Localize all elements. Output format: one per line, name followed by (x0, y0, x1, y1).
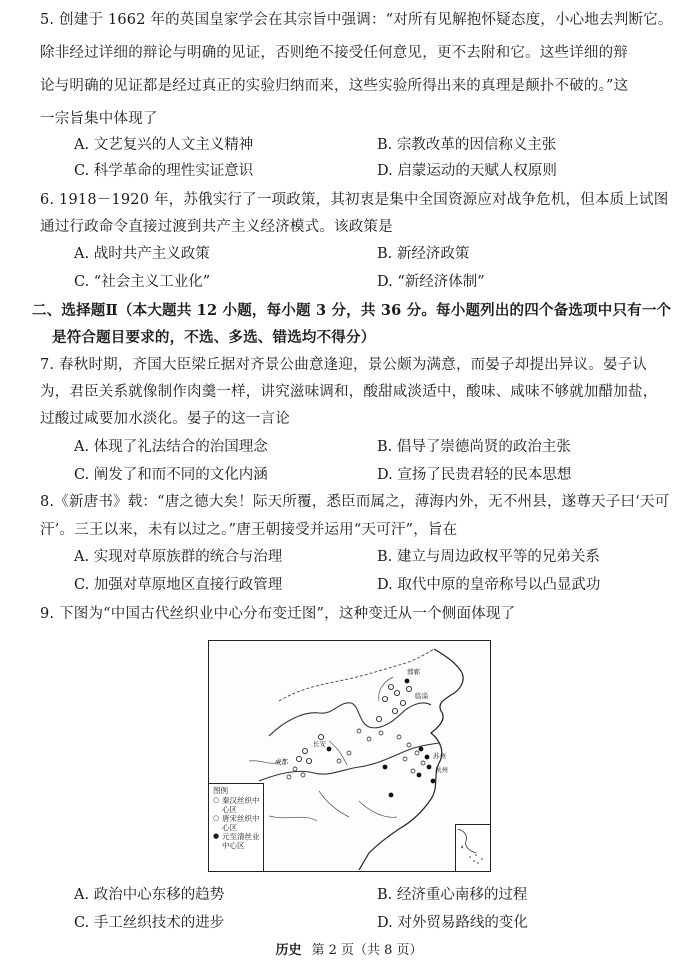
q5-option-a[interactable]: A. 文艺复兴的人文主义精神 (74, 137, 254, 153)
legend-label: 秦汉丝织中心区 (222, 796, 260, 814)
yuan-qing-center-marker (389, 793, 394, 798)
open-circle-icon: ○ (213, 796, 220, 804)
q7-stem-line-3: 过酸过咸要加水淡化。晏子的这一言论 (40, 411, 290, 427)
tang-song-center-marker (403, 757, 407, 761)
island-dot (477, 862, 479, 864)
qin-han-center-marker (296, 756, 301, 761)
q9-option-c[interactable]: C. 手工丝织技术的进步 (74, 915, 225, 931)
yuan-qing-center-marker (417, 773, 422, 778)
q7-option-b[interactable]: B. 倡导了崇德尚贤的政治主张 (377, 439, 571, 455)
tang-song-center-marker (301, 773, 305, 777)
tang-song-center-marker (293, 767, 297, 771)
q5-option-c[interactable]: C. 科学革命的理性实证意识 (74, 163, 254, 179)
map-label-linzi: 临淄 (415, 692, 428, 700)
legend-item-yuan-qing (213, 832, 261, 850)
island-dot (469, 856, 471, 858)
south-china-sea-inset (455, 824, 490, 871)
yuan-qing-center-marker (425, 755, 430, 760)
yellow-river (269, 703, 431, 736)
qin-han-centers (296, 684, 411, 763)
island-dot (481, 858, 483, 860)
island-dot (473, 860, 475, 862)
page-footer (0, 942, 698, 960)
qin-han-center-marker (302, 748, 307, 753)
tang-song-center-marker (287, 775, 291, 779)
tang-song-center-marker (397, 735, 401, 739)
qin-han-center-marker (394, 690, 399, 695)
q9-option-a[interactable]: A. 政治中心东移的趋势 (74, 887, 225, 903)
yuan-qing-center-marker (427, 765, 432, 770)
map-label-hangzhou: 杭州 (435, 766, 448, 774)
q7-stem-line-1: 7. 春秋时期，齐国大臣梁丘据对齐景公曲意逢迎，景公颇为满意，而晏子却提出异议。晏子认 (40, 357, 648, 373)
island-dot (475, 854, 477, 856)
q5-stem-line-2: 除非经过详细的辩论与明确的见证，否则绝不接受任何意见，更不去附和它。这些详细的辩 (40, 45, 628, 61)
inset-coastline (458, 829, 476, 853)
silk-industry-map (208, 640, 491, 872)
map-label-changan: 长安 (313, 740, 326, 748)
map-label-suzhou: 苏州 (433, 752, 446, 760)
map-label-chengdu: 成都 (275, 758, 288, 766)
q8-stem-line-1: 8.《新唐书》载：“唐之德大矣！际天所覆，悉臣而属之，薄海内外，无不州县，遂尊天子曰‘天可 (40, 494, 670, 510)
q8-option-c[interactable]: C. 加强对草原地区直接行政管理 (74, 577, 283, 593)
q7-option-a[interactable]: A. 体现了礼法结合的治国理念 (74, 439, 268, 455)
coastline (359, 649, 463, 870)
qin-han-center-marker (318, 734, 323, 739)
minor-river (359, 801, 397, 817)
tang-song-center-marker (367, 737, 371, 741)
q6-option-c[interactable]: C. “社会主义工业化” (74, 274, 211, 290)
tang-song-center-marker (337, 759, 341, 763)
inset-island (461, 845, 463, 848)
q7-stem-line-2: 为，君臣关系就像制作肉羹一样，讲究滋味调和，酸甜咸淡适中，酸味、咸味不够就加醋加盐， (40, 384, 658, 400)
tang-song-center-marker (421, 761, 425, 765)
q5-stem-line-4: 一宗旨集中体现了 (40, 111, 158, 127)
legend-label: 元至清丝业中心区 (222, 832, 260, 850)
tang-song-center-marker (347, 751, 351, 755)
qin-han-center-marker (382, 696, 387, 701)
yuan-qing-center-marker (419, 747, 424, 752)
q7-option-d[interactable]: D. 宣扬了民贵君轻的民本思想 (377, 467, 572, 483)
q8-stem-line-2: 汗’。三王以来，未有以过之。”唐王朝接受并运用“天可汗”，旨在 (40, 522, 458, 538)
q6-stem-line-1: 6. 1918－1920 年，苏俄实行了一项政策，其初衷是集中全国资源应对战争危机，但本质上试图 (40, 192, 669, 208)
qin-han-center-marker (306, 758, 311, 763)
yuan-qing-center-marker (431, 779, 436, 784)
map-legend (209, 783, 264, 871)
yuan-qing-center-marker (405, 679, 410, 684)
q5-option-b[interactable]: B. 宗教改革的因信称义主张 (377, 137, 557, 153)
qin-han-center-marker (406, 686, 411, 691)
q9-option-b[interactable]: B. 经济重心南移的过程 (377, 887, 528, 903)
q8-option-a[interactable]: A. 实现对草原族群的统合与治理 (74, 549, 283, 565)
q6-stem-line-2: 通过行政命令直接过渡到共产主义经济模式。该政策是 (40, 219, 393, 235)
tang-song-center-marker (357, 729, 361, 733)
map-label-handan: 邯郸 (407, 668, 420, 676)
inset-map-drawing (456, 825, 488, 869)
q5-stem-line-3: 论与明确的见证都是经过真正的实验归纳而来，这些实验所得出来的真理是颠扑不破的。”这 (40, 78, 629, 94)
legend-item-qin-han (213, 796, 261, 814)
q5-option-d[interactable]: D. 启蒙运动的天赋人权原则 (377, 163, 557, 179)
tang-song-center-marker (411, 769, 415, 773)
footer-subject: 历史 (275, 943, 302, 958)
q6-option-a[interactable]: A. 战时共产主义政策 (74, 246, 210, 262)
qin-han-center-marker (392, 708, 397, 713)
q9-option-d[interactable]: D. 对外贸易路线的变化 (377, 915, 528, 931)
yuan-qing-center-marker (327, 747, 332, 752)
section-2-heading-line-2: 是符合题目要求的，不选、多选、错选均不得分） (52, 329, 376, 346)
qin-han-center-marker (400, 700, 405, 705)
qin-han-center-marker (388, 684, 393, 689)
tang-song-center-marker (379, 731, 383, 735)
section-2-heading-line-1: 二、选择题Ⅱ（本大题共 12 小题，每小题 3 分，共 36 分。每小题列出的四个备选项中只有一个 (32, 302, 672, 319)
q8-option-b[interactable]: B. 建立与周边政权平等的兄弟关系 (377, 549, 600, 565)
q5-stem-line-1: 5. 创建于 1662 年的英国皇家学会在其宗旨中强调：“对所有见解抱怀疑态度，小心地去判断它。 (40, 12, 673, 28)
minor-river (319, 791, 349, 817)
qin-han-center-marker (376, 716, 381, 721)
filled-circle-icon: ● (213, 832, 220, 840)
footer-page-number: 第 2 页（共 8 页） (311, 943, 423, 958)
minor-river (269, 816, 317, 821)
legend-item-tang-song (213, 814, 261, 832)
open-circle-icon: ○ (213, 814, 220, 822)
tang-song-center-marker (415, 751, 419, 755)
q6-option-d[interactable]: D. “新经济体制” (377, 274, 485, 290)
legend-label: 唐宋丝织中心区 (222, 814, 260, 832)
q8-option-d[interactable]: D. 取代中原的皇帝称号以凸显武功 (377, 577, 601, 593)
yuan-qing-center-marker (383, 765, 388, 770)
legend-title: 图例 (213, 786, 228, 795)
tang-song-center-marker (407, 743, 411, 747)
q7-option-c[interactable]: C. 阐发了和而不同的文化内涵 (74, 467, 268, 483)
q9-stem: 9. 下图为“中国古代丝织业中心分布变迁图”，这种变迁从一个侧面体现了 (40, 606, 516, 622)
q6-option-b[interactable]: B. 新经济政策 (377, 246, 470, 262)
